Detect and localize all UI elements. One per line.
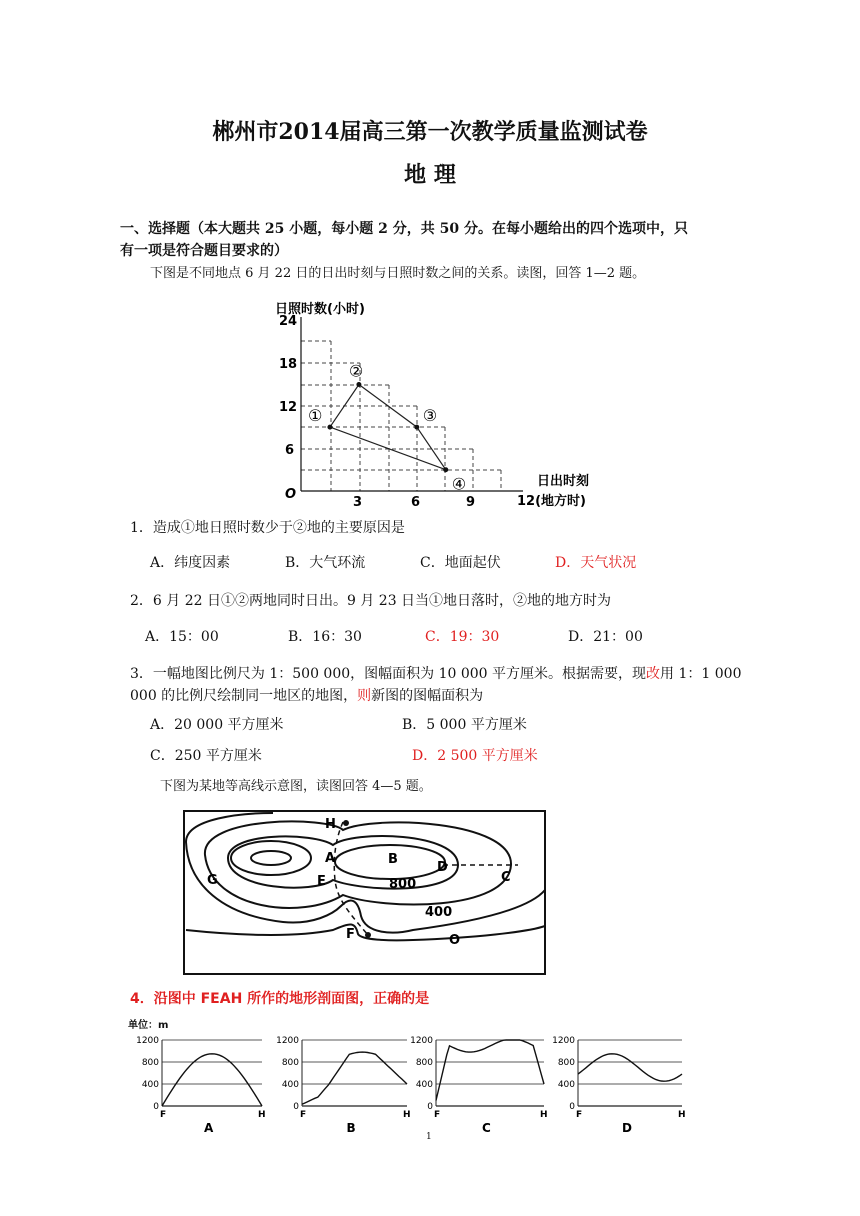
point-label-4: ④ [451, 474, 467, 494]
q3-line2-part-a: 000 的比例尺绘制同一地区的地图， [130, 688, 358, 704]
q3-option-c: C．250 平方厘米 [150, 748, 262, 764]
profile-unit: 单位：m [128, 1020, 169, 1031]
q3-option-d: D．2 500 平方厘米 [412, 748, 538, 764]
xtick-6: 6 [411, 495, 421, 510]
profile-start-label: F [434, 1110, 441, 1120]
chart-xunit: 12(地方时) [517, 494, 586, 509]
point-h [343, 820, 349, 826]
map-frame [184, 811, 545, 974]
profile-charts [128, 1030, 748, 1140]
profile-panel-A [136, 1036, 265, 1135]
profile-name: C [482, 1121, 491, 1135]
profile-panel-C [410, 1036, 547, 1135]
profile-ytick: 400 [281, 1080, 299, 1090]
profile-start-label: F [300, 1110, 307, 1120]
page-title: 郴州市2014届高三第一次教学质量监测试卷 [212, 119, 648, 145]
ytick-6: 6 [285, 443, 295, 458]
q1-option-b: B．大气环流 [285, 555, 366, 571]
profile-ytick: 1200 [552, 1036, 575, 1046]
sunshine-chart [265, 295, 625, 510]
profile-ytick: 400 [415, 1080, 433, 1090]
q2-option-b: B．16：30 [288, 629, 362, 645]
profile-start-label: F [160, 1110, 167, 1120]
profile-name: D [622, 1121, 632, 1135]
chart-origin: O [285, 487, 297, 502]
point-label-1: ① [307, 406, 323, 426]
label-g: G [207, 873, 218, 888]
q2-option-d: D．21：00 [568, 629, 643, 645]
point-marker-3 [414, 425, 419, 430]
section-heading-line1: 一、选择题（本大题共 25 小题，每小题 2 分，共 50 分。在每小题给出的四个选项中，只 [120, 221, 688, 237]
point-f [365, 932, 371, 938]
contour-map [183, 810, 547, 976]
xtick-9: 9 [466, 495, 476, 510]
q2-option-a: A．15：00 [145, 629, 219, 645]
q1-stem: 1．造成①地日照时数少于②地的主要原因是 [130, 520, 405, 536]
label-e: E [317, 874, 326, 889]
profile-ytick: 800 [415, 1058, 433, 1068]
profile-name: B [346, 1121, 356, 1135]
profile-ytick: 800 [141, 1058, 159, 1068]
section-heading-line2: 有一项是符合题目要求的） [120, 243, 288, 259]
q3-option-b: B．5 000 平方厘米 [402, 717, 527, 733]
label-800: 800 [389, 877, 417, 892]
label-d: D [437, 860, 448, 875]
label-h: H [325, 817, 336, 832]
profile-end-label: H [258, 1110, 266, 1120]
label-a: A [325, 851, 336, 866]
profile-ytick: 0 [153, 1102, 159, 1112]
profile-ytick: 400 [557, 1080, 575, 1090]
q4-stem: 4．沿图中 FEAH 所作的地形剖面图，正确的是 [130, 991, 430, 1007]
label-400: 400 [425, 905, 453, 920]
profile-curve [436, 1040, 544, 1101]
profile-end-label: H [540, 1110, 548, 1120]
profile-panel-D [552, 1036, 685, 1135]
profile-name: A [204, 1121, 214, 1135]
point-marker-2 [356, 382, 361, 387]
profile-ytick: 0 [427, 1102, 433, 1112]
ytick-24: 24 [279, 314, 298, 329]
q3-line2-highlight: 则 [357, 688, 372, 704]
profile-ytick: 1200 [276, 1036, 299, 1046]
q1-option-d: D．天气状况 [555, 555, 637, 571]
profile-ytick: 0 [293, 1102, 299, 1112]
profile-ytick: 1200 [410, 1036, 433, 1046]
subject-title: 地 理 [404, 162, 456, 188]
point-label-2: ② [348, 361, 364, 381]
profile-end-label: H [403, 1110, 411, 1120]
xtick-3: 3 [353, 495, 363, 510]
intro-1-2: 下图是不同地点 6 月 22 日的日出时刻与日照时数之间的关系。读图，回答 1—2 题。 [150, 266, 646, 281]
point-marker-4 [443, 467, 448, 472]
label-c: C [501, 870, 511, 885]
ytick-18: 18 [279, 357, 298, 372]
profile-start-label: F [576, 1110, 583, 1120]
q3-stem-line2 [130, 685, 483, 707]
ytick-12: 12 [279, 400, 298, 415]
label-0: O [449, 933, 461, 948]
q3-line1-highlight: 改 [646, 666, 661, 682]
profile-ytick: 1200 [136, 1036, 159, 1046]
q2-option-c: C．19：30 [425, 629, 500, 645]
point-marker-1 [327, 425, 332, 430]
profile-curve [302, 1052, 407, 1104]
chart-ylabel: 日照时数(小时) [275, 302, 365, 317]
intro-4-5: 下图为某地等高线示意图，读图回答 4—5 题。 [160, 779, 432, 794]
label-b: B [388, 852, 398, 867]
point-label-3: ③ [422, 406, 438, 426]
profile-ytick: 800 [281, 1058, 299, 1068]
q3-line1-part-b: 用 1：1 000 [660, 666, 742, 682]
profile-panel-B [276, 1036, 410, 1135]
profile-curve [578, 1054, 682, 1081]
q1-option-a: A．纬度因素 [150, 555, 231, 571]
q3-line2-part-b: 新图的图幅面积为 [371, 688, 484, 704]
profile-ytick: 0 [569, 1102, 575, 1112]
q3-stem-line1 [130, 663, 741, 685]
q3-line1-part-a: 3．一幅地图比例尺为 1：500 000，图幅面积为 10 000 平方厘米。根据需要，现 [130, 666, 647, 682]
label-f: F [346, 927, 355, 942]
q1-option-c: C．地面起伏 [420, 555, 501, 571]
profile-ytick: 400 [141, 1080, 159, 1090]
profile-end-label: H [678, 1110, 686, 1120]
q2-stem: 2．6 月 22 日①②两地同时日出。9 月 23 日当①地日落时，②地的地方时为 [130, 593, 612, 609]
chart-xlabel: 日出时刻 [537, 474, 590, 489]
page-number: 1 [426, 1132, 432, 1142]
q3-option-a: A．20 000 平方厘米 [150, 717, 284, 733]
profile-ytick: 800 [557, 1058, 575, 1068]
